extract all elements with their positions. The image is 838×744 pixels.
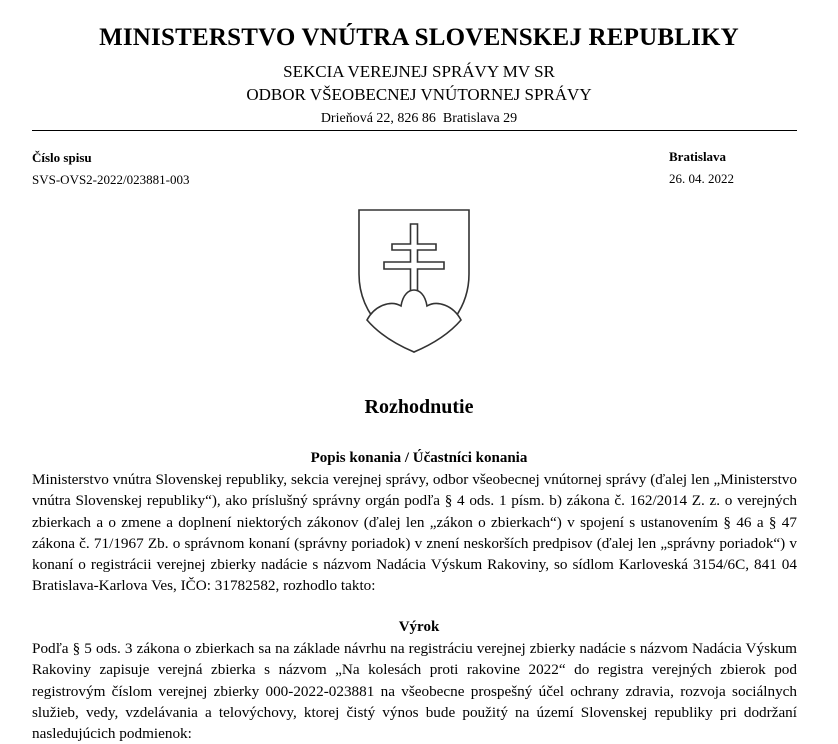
date: 26. 04. 2022 xyxy=(669,171,734,186)
department-name: ODBOR VŠEOBECNEJ VNÚTORNEJ SPRÁVY xyxy=(246,85,592,104)
document-title: Rozhodnutie xyxy=(364,396,474,418)
file-number: SVS-OVS2-2022/023881-003 xyxy=(32,172,190,187)
place: Bratislava xyxy=(669,149,727,164)
section-name: SEKCIA VEREJNEJ SPRÁVY MV SR xyxy=(283,62,555,81)
section-heading-proceedings: Popis konania / Účastníci konania xyxy=(310,450,528,466)
section-heading-verdict: Výrok xyxy=(398,619,440,635)
proceedings-paragraph: Ministerstvo vnútra Slovenskej republiky, sekcia verejnej správy, odbor všeobecnej vnútornej správy (ďalej len „Ministerstvo vnútra Slovenskej republiky“), ako príslušný správny orgán podľa § 4 ods. 1 písm. b) zákona č. 162/2014 Z. z. o verejných zbierkach a o zmene a doplnení niektorých zákonov (ďalej len „zákon o zbierkach“) v spojení s ustanovením § 46 a § 47 zákona č. 71/1967 Zb. o správnom konaní (správny poriadok) v znení neskorších predpisov (ďalej len „správny poriadok“) v konaní o registrácii verejnej zbierky nadácie s názvom Nadácia Výskum Rakoviny, so sídlom Karloveská 3154/6C, 841 04 Bratislava-Karlova Ves, IČO: 31782582, rozhodlo takto: xyxy=(32,471,797,595)
slovak-coat-of-arms-icon xyxy=(357,208,471,354)
verdict-paragraph: Podľa § 5 ods. 3 zákona o zbierkach sa na základe návrhu na registráciu verejnej zbierky nadácie s názvom Nadácia Výskum Rakoviny zapisuje verejná zbierka s názvom „Na kolesách proti rakovine 2022“ do registra verejných zbierok pod registrovým číslom verejnej zbierky 000-2022-023881 na všeobecne prospešný účel ochrany zdravia, rozvoja sociálnych služieb, vedy, vzdelávania a telovýchovy, ktorej čistý výnos bude použitý na území Slovenskej republiky pri dodržaní nasledujúcich podmienok: xyxy=(32,640,797,743)
ministry-name: MINISTERSTVO VNÚTRA SLOVENSKEJ REPUBLIKY xyxy=(99,24,739,51)
address: Drieňová 22, 826 86 Bratislava 29 xyxy=(320,111,518,126)
header-divider xyxy=(32,130,797,131)
file-number-label: Číslo spisu xyxy=(32,150,92,165)
